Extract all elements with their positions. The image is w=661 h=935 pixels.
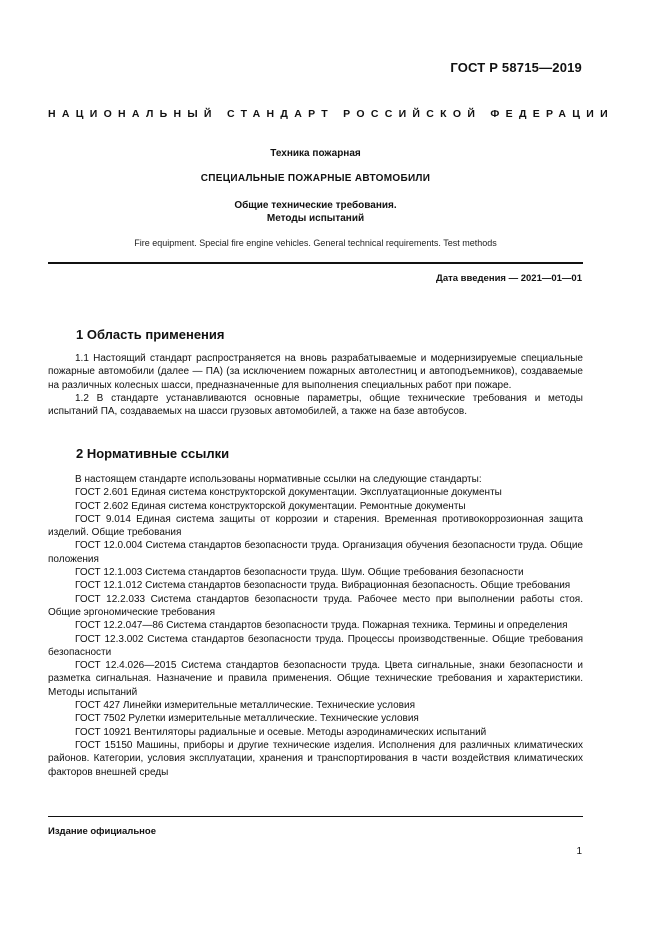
subtitle-line-2: Методы испытаний	[266, 213, 365, 224]
title-divider	[48, 262, 583, 264]
reference-item: ГОСТ 7502 Рулетки измерительные металлические. Технические условия	[75, 713, 419, 725]
reference-item: ГОСТ 15150 Машины, приборы и другие технические изделия. Исполнения для различных климатических районов. Категории, условия эксплуатации, хранения и транспортирования в части воздействия климатических факторов внешней среды	[48, 739, 583, 778]
date-of-introduction: Дата введения — 2021—01—01	[436, 273, 582, 284]
section-2-body	[48, 473, 583, 779]
official-edition-label: Издание официальное	[48, 826, 156, 837]
section-1-body	[48, 352, 583, 418]
reference-item: ГОСТ 12.1.003 Система стандартов безопасности труда. Шум. Общие требования безопасности	[75, 567, 524, 579]
reference-intro: В настоящем стандарте использованы нормативные ссылки на следующие стандарты:	[75, 474, 482, 485]
section-2-heading: 2 Нормативные ссылки	[76, 446, 230, 461]
reference-item: ГОСТ 12.2.033 Система стандартов безопасности труда. Рабочее место при выполнении работы стоя. Общие эргономические требования	[48, 593, 583, 618]
reference-item: ГОСТ 10921 Вентиляторы радиальные и осевые. Методы аэродинамических испытаний	[75, 726, 487, 738]
reference-item: ГОСТ 12.0.004 Система стандартов безопасности труда. Организация обучения безопасности труда. Общие положения	[48, 540, 583, 565]
reference-item: ГОСТ 12.2.047—86 Система стандартов безопасности труда. Пожарная техника. Термины и определения	[75, 620, 568, 632]
document-subtitle	[48, 199, 583, 225]
reference-item: ГОСТ 2.601 Единая система конструкторской документации. Эксплуатационные документы	[75, 487, 502, 499]
paragraph-1-2: 1.2 В стандарте устанавливаются основные параметры, общие технические требования и методы испытаний ПА, создаваемых на шасси грузовых автомобилей, а также на базе автобусов.	[48, 392, 583, 418]
page-number: 1	[576, 846, 582, 857]
reference-item: ГОСТ 2.602 Единая система конструкторской документации. Ремонтные документы	[75, 500, 466, 512]
document-main-title: СПЕЦИАЛЬНЫЕ ПОЖАРНЫЕ АВТОМОБИЛИ	[200, 173, 431, 184]
footer-divider	[48, 816, 583, 817]
reference-item: ГОСТ 427 Линейки измерительные металлические. Технические условия	[75, 700, 415, 712]
national-standard-heading: НАЦИОНАЛЬНЫЙ СТАНДАРТ РОССИЙСКОЙ ФЕДЕРАЦИИ	[48, 108, 614, 120]
reference-item: ГОСТ 9.014 Единая система защиты от коррозии и старения. Временная противокоррозионная защита изделий. Общие требования	[48, 513, 583, 539]
document-number: ГОСТ Р 58715—2019	[450, 60, 582, 75]
subtitle-line-1: Общие технические требования.	[234, 200, 397, 211]
english-title: Fire equipment. Special fire engine vehicles. General technical requirements. Test methods	[134, 238, 497, 248]
reference-item: ГОСТ 12.4.026—2015 Система стандартов безопасности труда. Цвета сигнальные, знаки безопасности и разметка сигнальная. Назначение и правила применения. Общие технические требования и характеристики. Методы испытаний	[48, 660, 583, 698]
reference-item: ГОСТ 12.1.012 Система стандартов безопасности труда. Вибрационная безопасность. Общие требования	[75, 580, 571, 592]
section-1-heading: 1 Область применения	[76, 327, 225, 342]
paragraph-1-1: 1.1 Настоящий стандарт распространяется на вновь разрабатываемые и модернизируемые специальные пожарные автомобили (далее — ПА) (за исключением пожарных автолестниц и автоподъемников), создаваемые на различных колесных шасси, предназначенные для выполнения специальных работ при пожаре.	[48, 353, 583, 391]
reference-item: ГОСТ 12.3.002 Система стандартов безопасности труда. Процессы производственные. Общие требования безопасности	[48, 633, 583, 658]
document-topic: Техника пожарная	[270, 148, 361, 159]
